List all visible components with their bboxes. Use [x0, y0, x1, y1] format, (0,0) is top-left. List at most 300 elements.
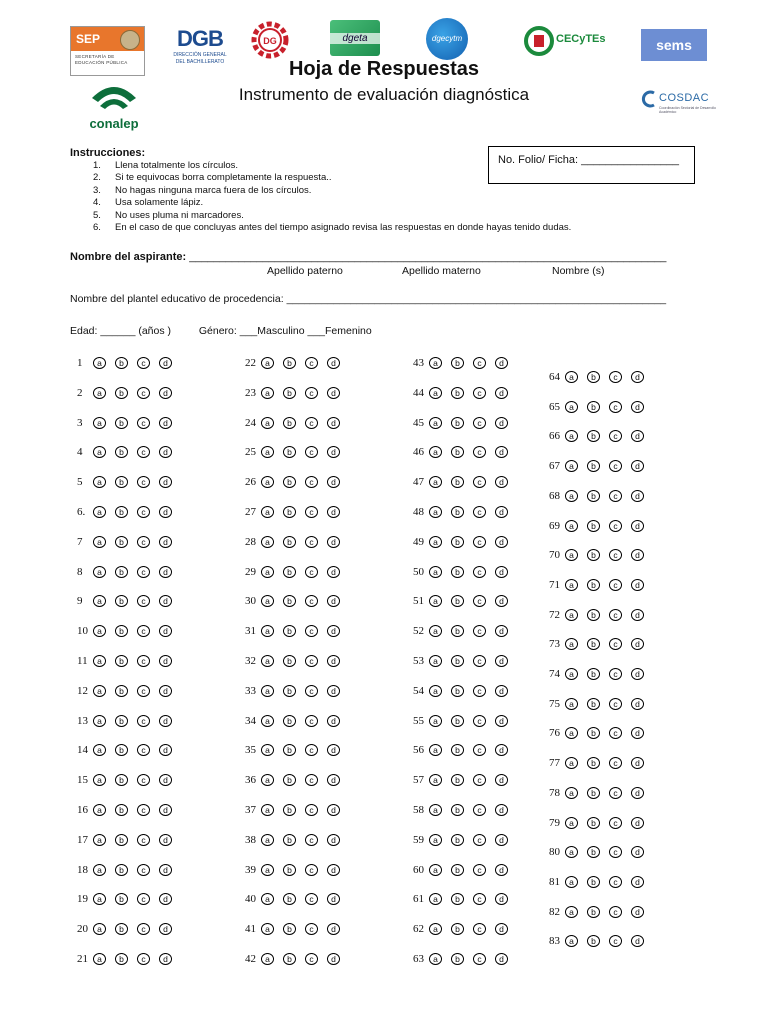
- answer-bubble-b[interactable]: b: [451, 566, 464, 578]
- answer-bubble-a[interactable]: a: [261, 893, 274, 905]
- answer-bubble-a[interactable]: a: [261, 417, 274, 429]
- answer-bubble-b[interactable]: b: [115, 774, 128, 786]
- answer-bubble-d[interactable]: d: [495, 566, 508, 578]
- answer-bubble-d[interactable]: d: [327, 893, 340, 905]
- answer-bubble-b[interactable]: b: [283, 417, 296, 429]
- answer-bubble-a[interactable]: a: [93, 446, 106, 458]
- answer-bubble-d[interactable]: d: [631, 371, 644, 383]
- answer-bubble-d[interactable]: d: [631, 638, 644, 650]
- answer-bubble-c[interactable]: c: [609, 549, 622, 561]
- answer-bubble-c[interactable]: c: [609, 698, 622, 710]
- answer-bubble-a[interactable]: a: [565, 757, 578, 769]
- answer-bubble-c[interactable]: c: [305, 506, 318, 518]
- answer-bubble-c[interactable]: c: [473, 566, 486, 578]
- answer-bubble-c[interactable]: c: [473, 536, 486, 548]
- answer-bubble-c[interactable]: c: [609, 579, 622, 591]
- answer-bubble-c[interactable]: c: [137, 953, 150, 965]
- answer-bubble-c[interactable]: c: [609, 906, 622, 918]
- answer-bubble-d[interactable]: d: [327, 744, 340, 756]
- answer-bubble-a[interactable]: a: [429, 953, 442, 965]
- answer-bubble-d[interactable]: d: [495, 387, 508, 399]
- answer-bubble-d[interactable]: d: [631, 757, 644, 769]
- answer-bubble-d[interactable]: d: [327, 953, 340, 965]
- answer-bubble-d[interactable]: d: [327, 774, 340, 786]
- answer-bubble-b[interactable]: b: [451, 506, 464, 518]
- answer-bubble-a[interactable]: a: [93, 625, 106, 637]
- answer-bubble-a[interactable]: a: [261, 923, 274, 935]
- answer-bubble-d[interactable]: d: [327, 715, 340, 727]
- answer-bubble-a[interactable]: a: [261, 655, 274, 667]
- answer-bubble-b[interactable]: b: [115, 744, 128, 756]
- answer-bubble-a[interactable]: a: [429, 685, 442, 697]
- answer-bubble-a[interactable]: a: [261, 506, 274, 518]
- answer-bubble-b[interactable]: b: [451, 774, 464, 786]
- answer-bubble-a[interactable]: a: [565, 906, 578, 918]
- answer-bubble-b[interactable]: b: [587, 668, 600, 680]
- answer-bubble-d[interactable]: d: [631, 549, 644, 561]
- answer-bubble-b[interactable]: b: [283, 387, 296, 399]
- answer-bubble-b[interactable]: b: [587, 846, 600, 858]
- answer-bubble-b[interactable]: b: [451, 864, 464, 876]
- answer-bubble-b[interactable]: b: [587, 817, 600, 829]
- answer-bubble-a[interactable]: a: [429, 744, 442, 756]
- answer-bubble-a[interactable]: a: [429, 417, 442, 429]
- answer-bubble-d[interactable]: d: [495, 417, 508, 429]
- answer-bubble-c[interactable]: c: [473, 864, 486, 876]
- answer-bubble-b[interactable]: b: [283, 834, 296, 846]
- answer-bubble-a[interactable]: a: [261, 387, 274, 399]
- answer-bubble-c[interactable]: c: [609, 876, 622, 888]
- answer-bubble-b[interactable]: b: [115, 595, 128, 607]
- answer-bubble-d[interactable]: d: [159, 625, 172, 637]
- answer-bubble-b[interactable]: b: [115, 804, 128, 816]
- answer-bubble-d[interactable]: d: [631, 430, 644, 442]
- answer-bubble-a[interactable]: a: [429, 387, 442, 399]
- answer-bubble-b[interactable]: b: [115, 446, 128, 458]
- answer-bubble-a[interactable]: a: [429, 476, 442, 488]
- answer-bubble-c[interactable]: c: [473, 893, 486, 905]
- answer-bubble-b[interactable]: b: [115, 357, 128, 369]
- answer-bubble-a[interactable]: a: [261, 715, 274, 727]
- edad-field[interactable]: ______: [100, 325, 136, 337]
- answer-bubble-a[interactable]: a: [261, 536, 274, 548]
- answer-bubble-d[interactable]: d: [327, 595, 340, 607]
- answer-bubble-a[interactable]: a: [93, 536, 106, 548]
- answer-bubble-c[interactable]: c: [137, 804, 150, 816]
- answer-bubble-d[interactable]: d: [495, 625, 508, 637]
- answer-bubble-a[interactable]: a: [261, 834, 274, 846]
- answer-bubble-b[interactable]: b: [283, 536, 296, 548]
- answer-bubble-a[interactable]: a: [429, 774, 442, 786]
- answer-bubble-a[interactable]: a: [93, 417, 106, 429]
- answer-bubble-b[interactable]: b: [115, 387, 128, 399]
- answer-bubble-a[interactable]: a: [261, 625, 274, 637]
- answer-bubble-a[interactable]: a: [93, 923, 106, 935]
- answer-bubble-a[interactable]: a: [429, 595, 442, 607]
- answer-bubble-d[interactable]: d: [159, 506, 172, 518]
- answer-bubble-d[interactable]: d: [631, 609, 644, 621]
- answer-bubble-d[interactable]: d: [495, 834, 508, 846]
- answer-bubble-a[interactable]: a: [429, 625, 442, 637]
- answer-bubble-d[interactable]: d: [495, 476, 508, 488]
- answer-bubble-a[interactable]: a: [565, 460, 578, 472]
- answer-bubble-c[interactable]: c: [473, 953, 486, 965]
- answer-bubble-a[interactable]: a: [261, 774, 274, 786]
- answer-bubble-d[interactable]: d: [631, 668, 644, 680]
- answer-bubble-b[interactable]: b: [115, 715, 128, 727]
- answer-bubble-c[interactable]: c: [305, 804, 318, 816]
- answer-bubble-c[interactable]: c: [305, 953, 318, 965]
- answer-bubble-b[interactable]: b: [115, 655, 128, 667]
- answer-bubble-d[interactable]: d: [327, 387, 340, 399]
- answer-bubble-d[interactable]: d: [159, 387, 172, 399]
- answer-bubble-d[interactable]: d: [327, 476, 340, 488]
- answer-bubble-a[interactable]: a: [565, 698, 578, 710]
- answer-bubble-c[interactable]: c: [137, 566, 150, 578]
- answer-bubble-d[interactable]: d: [159, 476, 172, 488]
- answer-bubble-b[interactable]: b: [587, 549, 600, 561]
- answer-bubble-c[interactable]: c: [609, 401, 622, 413]
- answer-bubble-d[interactable]: d: [159, 595, 172, 607]
- answer-bubble-b[interactable]: b: [451, 744, 464, 756]
- answer-bubble-b[interactable]: b: [451, 923, 464, 935]
- answer-bubble-a[interactable]: a: [565, 727, 578, 739]
- answer-bubble-c[interactable]: c: [137, 446, 150, 458]
- answer-bubble-b[interactable]: b: [587, 638, 600, 650]
- answer-bubble-c[interactable]: c: [609, 935, 622, 947]
- answer-bubble-d[interactable]: d: [495, 357, 508, 369]
- answer-bubble-b[interactable]: b: [115, 476, 128, 488]
- answer-bubble-c[interactable]: c: [473, 417, 486, 429]
- answer-bubble-b[interactable]: b: [587, 579, 600, 591]
- folio-line[interactable]: ________________: [581, 154, 680, 166]
- answer-bubble-c[interactable]: c: [609, 757, 622, 769]
- answer-bubble-c[interactable]: c: [305, 893, 318, 905]
- answer-bubble-b[interactable]: b: [587, 520, 600, 532]
- answer-bubble-d[interactable]: d: [327, 655, 340, 667]
- answer-bubble-a[interactable]: a: [565, 430, 578, 442]
- answer-bubble-c[interactable]: c: [305, 387, 318, 399]
- answer-bubble-a[interactable]: a: [429, 864, 442, 876]
- answer-bubble-c[interactable]: c: [609, 490, 622, 502]
- answer-bubble-a[interactable]: a: [93, 893, 106, 905]
- answer-bubble-a[interactable]: a: [261, 744, 274, 756]
- answer-bubble-c[interactable]: c: [305, 357, 318, 369]
- answer-bubble-c[interactable]: c: [305, 685, 318, 697]
- answer-bubble-d[interactable]: d: [495, 595, 508, 607]
- answer-bubble-d[interactable]: d: [159, 864, 172, 876]
- answer-bubble-d[interactable]: d: [495, 655, 508, 667]
- answer-bubble-b[interactable]: b: [587, 876, 600, 888]
- answer-bubble-a[interactable]: a: [93, 506, 106, 518]
- answer-bubble-c[interactable]: c: [305, 536, 318, 548]
- answer-bubble-a[interactable]: a: [93, 864, 106, 876]
- answer-bubble-d[interactable]: d: [495, 685, 508, 697]
- answer-bubble-d[interactable]: d: [159, 774, 172, 786]
- answer-bubble-a[interactable]: a: [565, 609, 578, 621]
- answer-bubble-c[interactable]: c: [609, 371, 622, 383]
- answer-bubble-a[interactable]: a: [565, 638, 578, 650]
- femenino-field[interactable]: ___: [307, 325, 326, 337]
- answer-bubble-a[interactable]: a: [429, 357, 442, 369]
- answer-bubble-c[interactable]: c: [305, 923, 318, 935]
- answer-bubble-a[interactable]: a: [93, 566, 106, 578]
- plantel-field[interactable]: _________________________________________________________________: [286, 293, 667, 305]
- answer-bubble-c[interactable]: c: [473, 834, 486, 846]
- answer-bubble-c[interactable]: c: [137, 655, 150, 667]
- answer-bubble-a[interactable]: a: [93, 953, 106, 965]
- answer-bubble-d[interactable]: d: [495, 864, 508, 876]
- answer-bubble-a[interactable]: a: [429, 655, 442, 667]
- answer-bubble-b[interactable]: b: [587, 906, 600, 918]
- answer-bubble-d[interactable]: d: [159, 446, 172, 458]
- answer-bubble-b[interactable]: b: [283, 476, 296, 488]
- answer-bubble-a[interactable]: a: [93, 774, 106, 786]
- answer-bubble-d[interactable]: d: [159, 804, 172, 816]
- answer-bubble-d[interactable]: d: [327, 923, 340, 935]
- answer-bubble-d[interactable]: d: [495, 893, 508, 905]
- answer-bubble-d[interactable]: d: [327, 417, 340, 429]
- answer-bubble-b[interactable]: b: [587, 609, 600, 621]
- answer-bubble-c[interactable]: c: [137, 834, 150, 846]
- answer-bubble-c[interactable]: c: [609, 609, 622, 621]
- answer-bubble-b[interactable]: b: [587, 787, 600, 799]
- answer-bubble-d[interactable]: d: [631, 460, 644, 472]
- answer-bubble-d[interactable]: d: [327, 685, 340, 697]
- answer-bubble-c[interactable]: c: [609, 787, 622, 799]
- answer-bubble-b[interactable]: b: [587, 698, 600, 710]
- answer-bubble-c[interactable]: c: [473, 625, 486, 637]
- answer-bubble-d[interactable]: d: [159, 893, 172, 905]
- answer-bubble-b[interactable]: b: [451, 834, 464, 846]
- answer-bubble-c[interactable]: c: [137, 625, 150, 637]
- answer-bubble-b[interactable]: b: [283, 685, 296, 697]
- answer-bubble-d[interactable]: d: [495, 744, 508, 756]
- answer-bubble-a[interactable]: a: [261, 685, 274, 697]
- folio-field[interactable]: [488, 146, 695, 184]
- answer-bubble-c[interactable]: c: [137, 685, 150, 697]
- answer-bubble-b[interactable]: b: [587, 490, 600, 502]
- answer-bubble-a[interactable]: a: [429, 893, 442, 905]
- answer-bubble-a[interactable]: a: [429, 804, 442, 816]
- answer-bubble-d[interactable]: d: [159, 685, 172, 697]
- answer-bubble-b[interactable]: b: [283, 506, 296, 518]
- answer-bubble-a[interactable]: a: [429, 566, 442, 578]
- answer-bubble-a[interactable]: a: [565, 668, 578, 680]
- answer-bubble-d[interactable]: d: [327, 357, 340, 369]
- answer-bubble-b[interactable]: b: [587, 727, 600, 739]
- answer-bubble-d[interactable]: d: [631, 520, 644, 532]
- answer-bubble-a[interactable]: a: [565, 787, 578, 799]
- answer-bubble-b[interactable]: b: [451, 625, 464, 637]
- answer-bubble-c[interactable]: c: [305, 744, 318, 756]
- answer-bubble-c[interactable]: c: [473, 595, 486, 607]
- answer-bubble-c[interactable]: c: [473, 744, 486, 756]
- answer-bubble-b[interactable]: b: [283, 715, 296, 727]
- answer-bubble-a[interactable]: a: [261, 804, 274, 816]
- answer-bubble-c[interactable]: c: [305, 476, 318, 488]
- answer-bubble-a[interactable]: a: [429, 536, 442, 548]
- answer-bubble-a[interactable]: a: [93, 655, 106, 667]
- answer-bubble-b[interactable]: b: [115, 536, 128, 548]
- answer-bubble-d[interactable]: d: [327, 566, 340, 578]
- answer-bubble-a[interactable]: a: [565, 846, 578, 858]
- answer-bubble-d[interactable]: d: [495, 923, 508, 935]
- answer-bubble-c[interactable]: c: [609, 520, 622, 532]
- answer-bubble-a[interactable]: a: [261, 595, 274, 607]
- answer-bubble-c[interactable]: c: [137, 536, 150, 548]
- aspirante-name-field[interactable]: ______________________________________________________________________________: [189, 251, 667, 263]
- answer-bubble-b[interactable]: b: [283, 774, 296, 786]
- answer-bubble-c[interactable]: c: [137, 417, 150, 429]
- answer-bubble-a[interactable]: a: [261, 566, 274, 578]
- answer-bubble-a[interactable]: a: [93, 834, 106, 846]
- answer-bubble-d[interactable]: d: [159, 357, 172, 369]
- answer-bubble-c[interactable]: c: [137, 595, 150, 607]
- answer-bubble-d[interactable]: d: [495, 506, 508, 518]
- answer-bubble-b[interactable]: b: [451, 387, 464, 399]
- answer-bubble-b[interactable]: b: [115, 566, 128, 578]
- answer-bubble-b[interactable]: b: [451, 685, 464, 697]
- answer-bubble-a[interactable]: a: [565, 371, 578, 383]
- answer-bubble-c[interactable]: c: [609, 668, 622, 680]
- answer-bubble-b[interactable]: b: [451, 715, 464, 727]
- answer-bubble-d[interactable]: d: [495, 446, 508, 458]
- answer-bubble-b[interactable]: b: [115, 893, 128, 905]
- answer-bubble-a[interactable]: a: [565, 549, 578, 561]
- answer-bubble-b[interactable]: b: [587, 757, 600, 769]
- answer-bubble-a[interactable]: a: [565, 401, 578, 413]
- answer-bubble-d[interactable]: d: [327, 536, 340, 548]
- answer-bubble-b[interactable]: b: [283, 864, 296, 876]
- answer-bubble-a[interactable]: a: [261, 476, 274, 488]
- answer-bubble-c[interactable]: c: [609, 846, 622, 858]
- answer-bubble-a[interactable]: a: [261, 864, 274, 876]
- answer-bubble-c[interactable]: c: [473, 715, 486, 727]
- answer-bubble-a[interactable]: a: [565, 935, 578, 947]
- answer-bubble-c[interactable]: c: [473, 357, 486, 369]
- answer-bubble-a[interactable]: a: [93, 744, 106, 756]
- answer-bubble-d[interactable]: d: [327, 506, 340, 518]
- answer-bubble-d[interactable]: d: [631, 876, 644, 888]
- answer-bubble-d[interactable]: d: [631, 579, 644, 591]
- answer-bubble-b[interactable]: b: [587, 401, 600, 413]
- answer-bubble-c[interactable]: c: [137, 387, 150, 399]
- answer-bubble-c[interactable]: c: [473, 804, 486, 816]
- answer-bubble-b[interactable]: b: [283, 953, 296, 965]
- answer-bubble-b[interactable]: b: [283, 893, 296, 905]
- answer-bubble-c[interactable]: c: [473, 923, 486, 935]
- answer-bubble-d[interactable]: d: [327, 804, 340, 816]
- answer-bubble-d[interactable]: d: [631, 935, 644, 947]
- answer-bubble-b[interactable]: b: [451, 417, 464, 429]
- answer-bubble-c[interactable]: c: [305, 566, 318, 578]
- answer-bubble-b[interactable]: b: [587, 371, 600, 383]
- answer-bubble-d[interactable]: d: [631, 787, 644, 799]
- answer-bubble-a[interactable]: a: [93, 387, 106, 399]
- answer-bubble-a[interactable]: a: [565, 490, 578, 502]
- answer-bubble-b[interactable]: b: [115, 506, 128, 518]
- answer-bubble-b[interactable]: b: [283, 566, 296, 578]
- answer-bubble-b[interactable]: b: [115, 864, 128, 876]
- answer-bubble-d[interactable]: d: [159, 417, 172, 429]
- answer-bubble-a[interactable]: a: [565, 876, 578, 888]
- answer-bubble-b[interactable]: b: [283, 655, 296, 667]
- answer-bubble-b[interactable]: b: [451, 595, 464, 607]
- answer-bubble-d[interactable]: d: [631, 817, 644, 829]
- answer-bubble-a[interactable]: a: [93, 476, 106, 488]
- answer-bubble-c[interactable]: c: [137, 476, 150, 488]
- answer-bubble-d[interactable]: d: [327, 834, 340, 846]
- answer-bubble-d[interactable]: d: [495, 715, 508, 727]
- answer-bubble-a[interactable]: a: [429, 446, 442, 458]
- answer-bubble-c[interactable]: c: [609, 638, 622, 650]
- answer-bubble-a[interactable]: a: [261, 953, 274, 965]
- answer-bubble-d[interactable]: d: [495, 804, 508, 816]
- answer-bubble-b[interactable]: b: [283, 625, 296, 637]
- answer-bubble-d[interactable]: d: [495, 774, 508, 786]
- answer-bubble-b[interactable]: b: [451, 953, 464, 965]
- answer-bubble-d[interactable]: d: [159, 715, 172, 727]
- answer-bubble-d[interactable]: d: [159, 834, 172, 846]
- answer-bubble-c[interactable]: c: [137, 893, 150, 905]
- answer-bubble-b[interactable]: b: [283, 595, 296, 607]
- answer-bubble-b[interactable]: b: [115, 923, 128, 935]
- answer-bubble-c[interactable]: c: [137, 774, 150, 786]
- answer-bubble-c[interactable]: c: [473, 506, 486, 518]
- answer-bubble-a[interactable]: a: [565, 579, 578, 591]
- answer-bubble-a[interactable]: a: [93, 357, 106, 369]
- answer-bubble-d[interactable]: d: [631, 846, 644, 858]
- answer-bubble-d[interactable]: d: [159, 744, 172, 756]
- answer-bubble-d[interactable]: d: [327, 864, 340, 876]
- answer-bubble-a[interactable]: a: [429, 834, 442, 846]
- answer-bubble-c[interactable]: c: [137, 864, 150, 876]
- answer-bubble-d[interactable]: d: [327, 446, 340, 458]
- masculino-field[interactable]: ___: [239, 325, 258, 337]
- answer-bubble-c[interactable]: c: [473, 685, 486, 697]
- answer-bubble-c[interactable]: c: [305, 417, 318, 429]
- answer-bubble-b[interactable]: b: [115, 685, 128, 697]
- answer-bubble-a[interactable]: a: [93, 685, 106, 697]
- answer-bubble-b[interactable]: b: [587, 935, 600, 947]
- answer-bubble-b[interactable]: b: [115, 625, 128, 637]
- answer-bubble-c[interactable]: c: [609, 817, 622, 829]
- answer-bubble-d[interactable]: d: [159, 536, 172, 548]
- answer-bubble-b[interactable]: b: [115, 953, 128, 965]
- answer-bubble-d[interactable]: d: [159, 923, 172, 935]
- answer-bubble-c[interactable]: c: [473, 476, 486, 488]
- answer-bubble-d[interactable]: d: [159, 566, 172, 578]
- answer-bubble-a[interactable]: a: [429, 923, 442, 935]
- answer-bubble-c[interactable]: c: [305, 834, 318, 846]
- answer-bubble-b[interactable]: b: [283, 923, 296, 935]
- answer-bubble-c[interactable]: c: [473, 655, 486, 667]
- answer-bubble-c[interactable]: c: [305, 595, 318, 607]
- answer-bubble-c[interactable]: c: [609, 460, 622, 472]
- answer-bubble-d[interactable]: d: [631, 698, 644, 710]
- answer-bubble-c[interactable]: c: [305, 774, 318, 786]
- answer-bubble-a[interactable]: a: [261, 446, 274, 458]
- answer-bubble-d[interactable]: d: [159, 953, 172, 965]
- answer-bubble-c[interactable]: c: [137, 923, 150, 935]
- answer-bubble-b[interactable]: b: [587, 460, 600, 472]
- answer-bubble-a[interactable]: a: [429, 506, 442, 518]
- answer-bubble-c[interactable]: c: [137, 744, 150, 756]
- answer-bubble-d[interactable]: d: [327, 625, 340, 637]
- answer-bubble-b[interactable]: b: [283, 804, 296, 816]
- answer-bubble-d[interactable]: d: [495, 953, 508, 965]
